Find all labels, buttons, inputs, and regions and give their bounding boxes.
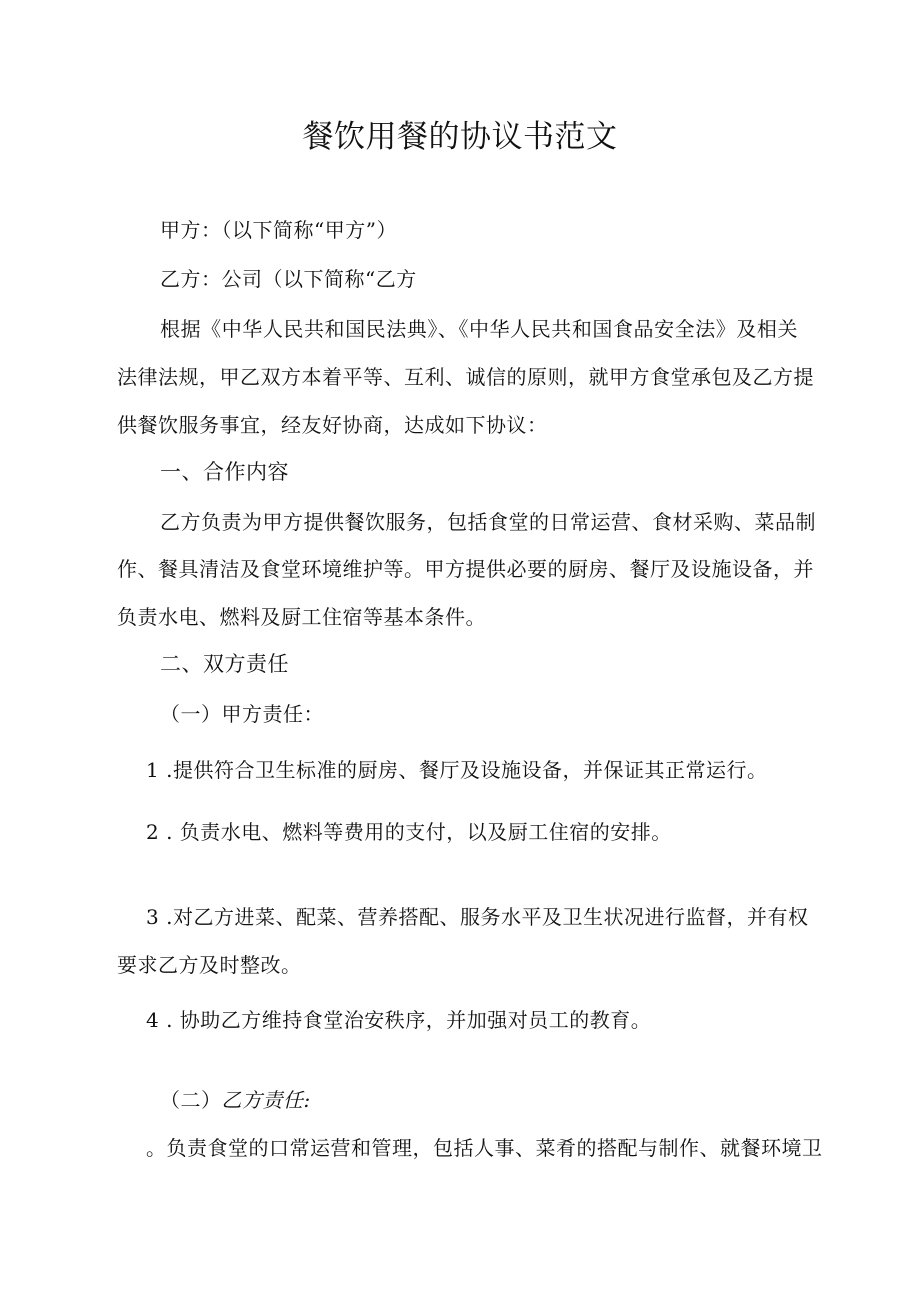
- party-a-item-3-line-1: 3 .对乙方进菜、配菜、营养搭配、服务水平及卫生状况进行监督，并有权: [146, 905, 809, 929]
- party-a-item-2: 2 . 负责水电、燃料等费用的支付，以及厨工住宿的安排。: [146, 820, 672, 844]
- section-1-line-2: 作、餐具清洁及食堂环境维护等。甲方提供必要的厨房、餐厅及设施设备，并: [117, 557, 814, 581]
- party-b-heading-label: 乙方责任:: [221, 1088, 311, 1112]
- section-2-heading: 二、双方责任: [160, 652, 289, 676]
- party-a-line: 甲方：（以下简称“甲方”）: [160, 218, 397, 242]
- intro-line-3: 供餐饮服务事宜，经友好协商，达成如下协议：: [117, 413, 548, 437]
- party-b-heading-prefix: （二）: [160, 1088, 222, 1112]
- party-b-item-1: 。负责食堂的口常运营和管理，包括人事、菜肴的搭配与制作、就餐环境卫: [146, 1136, 823, 1160]
- party-a-responsibility-heading: （一）甲方责任：: [160, 702, 324, 726]
- section-1-line-3: 负责水电、燃料及厨工住宿等基本条件。: [117, 605, 486, 629]
- section-1-heading: 一、合作内容: [160, 460, 289, 484]
- intro-line-1: 根据《中华人民共和国民法典》、《中华人民共和国食品安全法》及相关: [160, 317, 798, 341]
- party-b-line: 乙方：公司（以下简称“乙方: [160, 267, 417, 291]
- intro-line-2: 法律法规，甲乙双方本着平等、互利、诚信的原则，就甲方食堂承包及乙方提: [117, 365, 814, 389]
- party-a-item-3-line-2: 要求乙方及时整改。: [117, 953, 302, 977]
- document-title: 餐饮用餐的协议书范文: [302, 119, 618, 155]
- party-a-item-4: 4 . 协助乙方维持食堂治安秩序，并加强对员工的教育。: [146, 1008, 652, 1032]
- party-b-responsibility-heading: [160, 1086, 311, 1114]
- section-1-line-1: 乙方负责为甲方提供餐饮服务，包括食堂的日常运营、食材采购、菜品制: [160, 510, 816, 534]
- party-a-item-1: 1 .提供符合卫生标准的厨房、餐厅及设施设备，并保证其正常运行。: [146, 758, 768, 782]
